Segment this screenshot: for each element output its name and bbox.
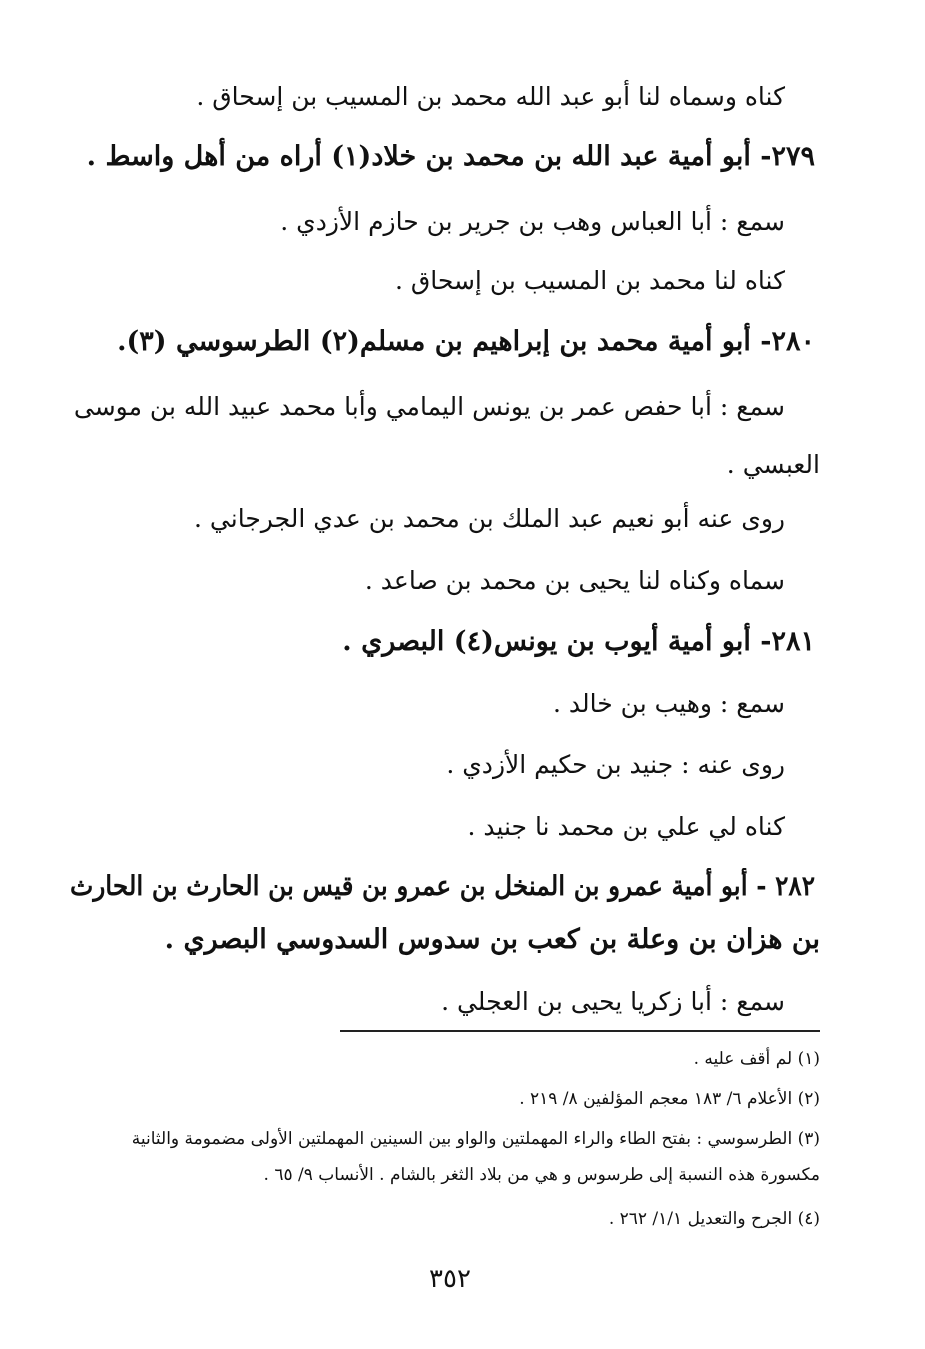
entry-heading-279: ٢٧٩- أبو أمية عبد الله بن محمد بن خلاد(١) أراه من أهل واسط . xyxy=(86,141,815,172)
text-line: كناه لنا محمد بن المسيب بن إسحاق . xyxy=(394,266,785,295)
text-line: روى عنه أبو نعيم عبد الملك بن محمد بن عدي الجرجاني . xyxy=(194,504,785,533)
entry-heading-281: ٢٨١- أبو أمية أيوب بن يونس(٤) البصري . xyxy=(342,626,815,657)
text-line: سمع : أبا العباس وهب بن جرير بن حازم الأزدي . xyxy=(280,207,785,236)
footnote-3: (٣) الطرسوسي : بفتح الطاء والراء المهملتين والواو بين السينين المهملتين الأولى مضمومة والثانية xyxy=(131,1129,820,1149)
text-line: كناه لي علي بن محمد نا جنيد . xyxy=(467,812,785,841)
text-line: العبسي . xyxy=(726,450,820,479)
footnote-separator xyxy=(340,1030,820,1032)
text-line: روى عنه : جنيد بن حكيم الأزدي . xyxy=(446,750,785,779)
footnote-4: (٤) الجرح والتعديل ١/١/ ٢٦٢ . xyxy=(608,1209,820,1229)
text-line: سمع : أبا حفص عمر بن يونس اليمامي وأبا محمد عبيد الله بن موسى xyxy=(73,392,785,421)
text-line: سماه وكناه لنا يحيى بن محمد بن صاعد . xyxy=(364,566,785,595)
entry-heading-282: ٢٨٢ - أبو أمية عمرو بن المنخل بن عمرو بن قيس بن الحارث بن الحارث xyxy=(69,871,815,902)
text-line: سمع : أبا زكريا يحيى بن العجلي . xyxy=(441,987,785,1016)
entry-heading-282-continued: بن هزان بن وعلة بن كعب بن سدوس السدوسي البصري . xyxy=(164,924,820,955)
footnote-1: (١) لم أقف عليه . xyxy=(693,1049,820,1069)
footnote-2: (٢) الأعلام ٦/ ١٨٣ معجم المؤلفين ٨/ ٢١٩ . xyxy=(519,1089,820,1109)
footnote-3-continued: مكسورة هذه النسبة إلى طرسوس و هي من بلاد الثغر بالشام . الأنساب ٩/ ٦٥ . xyxy=(263,1165,820,1185)
page-number: ٣٥٢ xyxy=(429,1264,471,1294)
text-line: سمع : وهيب بن خالد . xyxy=(553,689,785,718)
entry-heading-280: ٢٨٠- أبو أمية محمد بن إبراهيم بن مسلم(٢) الطرسوسي (٣). xyxy=(117,326,815,357)
text-line: كناه وسماه لنا أبو عبد الله محمد بن المسيب بن إسحاق . xyxy=(196,82,785,111)
